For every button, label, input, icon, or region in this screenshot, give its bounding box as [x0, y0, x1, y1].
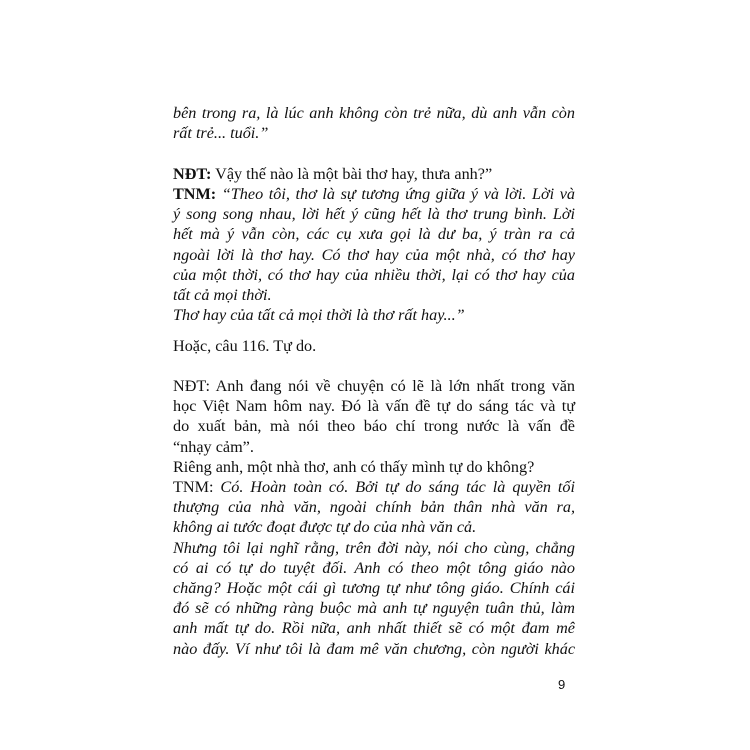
- question-2: [173, 376, 575, 477]
- text-line: không ai tước đoạt được tự do của nhà văn cả.: [173, 518, 477, 537]
- text-line: của một thời, có thơ hay của nhiều thời, lại có thơ hay của: [173, 265, 575, 284]
- intro-paragraph: [173, 103, 575, 143]
- speaker-label: TNM:: [173, 478, 214, 496]
- text-line: nào đấy. Ví như tôi là đam mê văn chương, còn người khác: [173, 639, 575, 658]
- section-title: Hoặc, câu 116. Tự do.: [173, 337, 317, 355]
- text-line: thượng của nhà văn, ngoài chính bản thân nhà văn ra,: [173, 498, 575, 517]
- text-line: Thơ hay của tất cả mọi thời là thơ rất hay...”: [173, 306, 465, 325]
- section-heading: [173, 336, 575, 356]
- text-line: đó sẽ có những ràng buộc mà anh tự nguyện tuân thủ, làm: [173, 599, 575, 618]
- text-line: Riêng anh, một nhà thơ, anh có thấy mình tự do không?: [173, 457, 535, 476]
- text-line: do xuất bản, mà nói theo báo chí trong nước là vấn đề: [173, 417, 575, 436]
- page-number: 9: [558, 677, 566, 692]
- text-line: ngoài lời là thơ hay. Có thơ hay của một nhà, có thơ hay: [173, 245, 575, 264]
- question-text: Vậy thế nào là một bài thơ hay, thưa anh?”: [215, 165, 493, 183]
- text-line: Có. Hoàn toàn có. Bởi tự do sáng tác là quyền tối: [220, 478, 576, 496]
- text-line: Nhưng tôi lại nghĩ rằng, trên đời này, nói cho cùng, chẳng: [173, 538, 575, 557]
- answer-2: [173, 477, 575, 659]
- text-line: tất cả mọi thời.: [173, 286, 272, 305]
- text-line: học Việt Nam hôm nay. Đó là vấn đề tự do sáng tác và tự: [173, 397, 575, 416]
- text-line: hết mà ý vẫn còn, các cụ xưa gọi là dư ba, ý tràn ra cả: [173, 225, 575, 244]
- speaker-label: TNM:: [173, 185, 217, 203]
- text-line: NĐT: Anh đang nói về chuyện có lẽ là lớn nhất trong văn: [173, 377, 575, 395]
- text-line: rất trẻ... tuổi.”: [173, 124, 269, 143]
- text-line: anh mất tự do. Rồi nữa, anh nhất thiết sẽ có một đam mê: [173, 619, 575, 638]
- text-line: chăng? Hoặc một cái gì tương tự như tông giáo. Chính cái: [173, 579, 575, 598]
- question-1: [173, 164, 575, 184]
- text-line: “nhạy cảm”.: [173, 437, 254, 456]
- text-line: có ai có tự do tuyệt đối. Anh có theo một tông giáo nào: [173, 558, 575, 577]
- text-line: ý song song nhau, lời hết ý cũng hết là thơ trung bình. Lời: [173, 205, 575, 224]
- answer-1: [173, 184, 575, 325]
- speaker-label: NĐT:: [173, 165, 212, 183]
- text-line: bên trong ra, là lúc anh không còn trẻ nữa, dù anh vẫn còn: [173, 104, 575, 122]
- text-line: “Theo tôi, thơ là sự tương ứng giữa ý và lời. Lời và: [221, 185, 575, 203]
